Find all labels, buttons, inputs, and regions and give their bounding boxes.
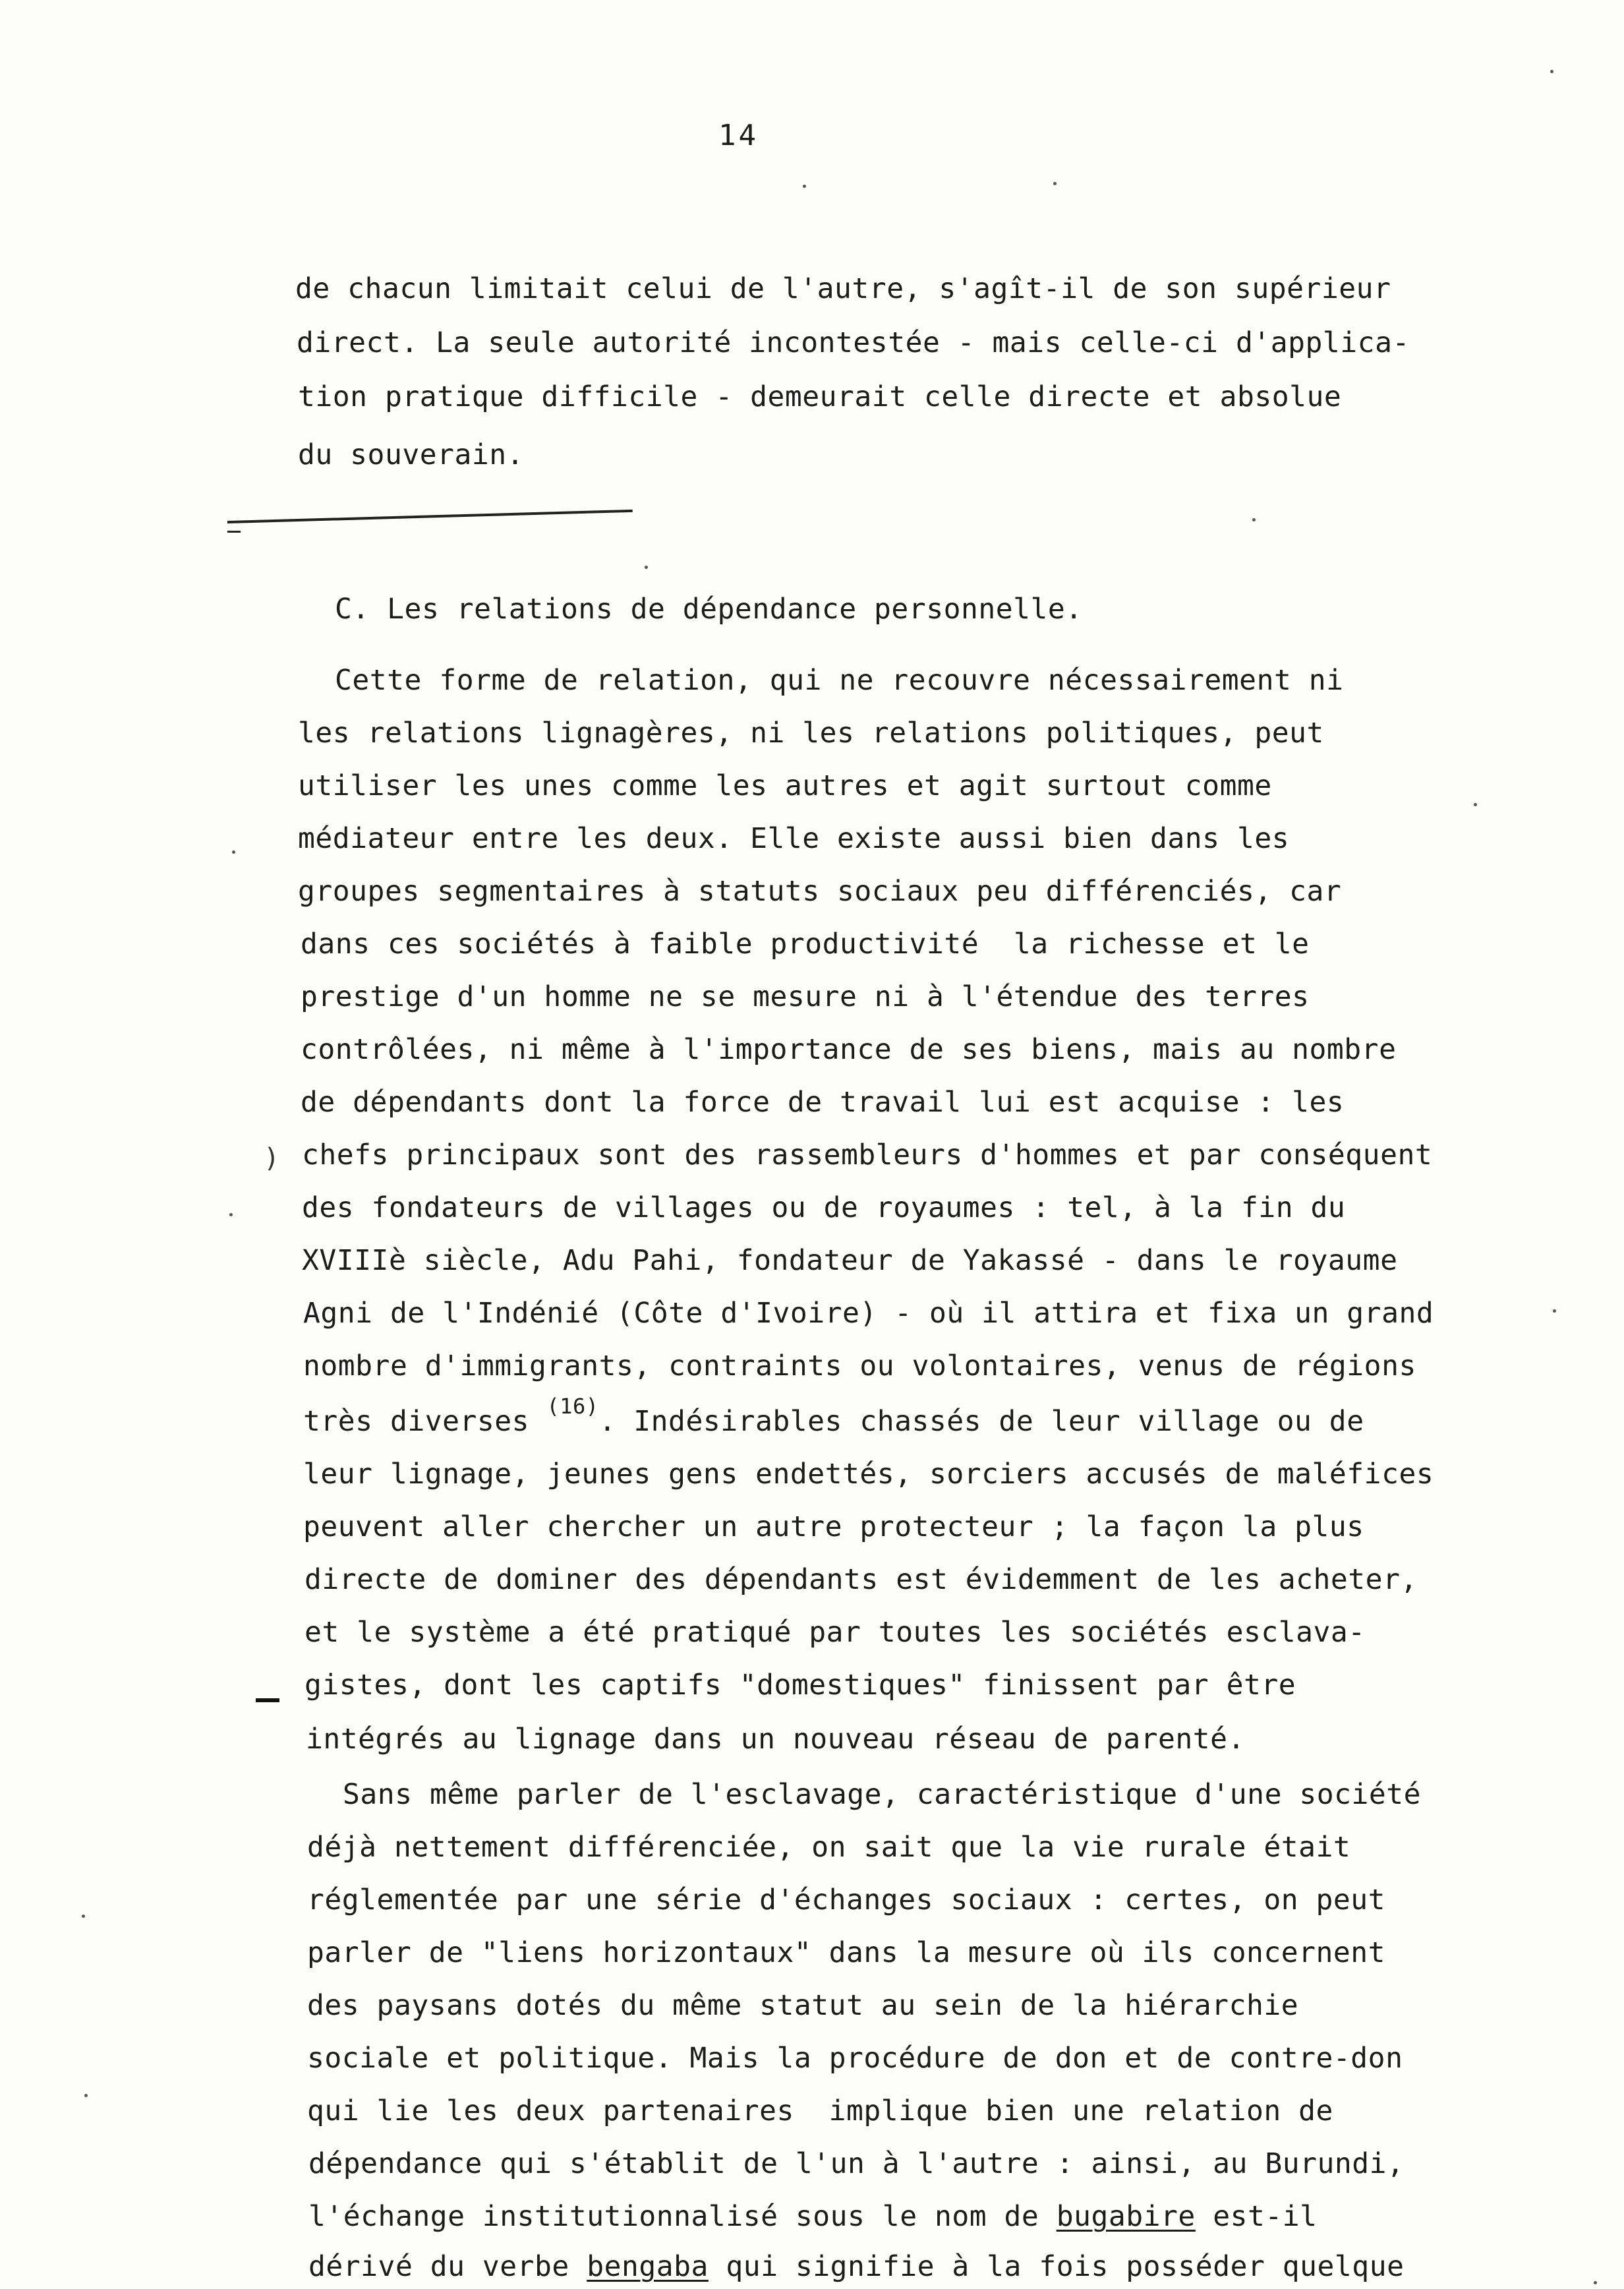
scan-speck — [229, 1213, 233, 1216]
scan-speck — [1474, 803, 1477, 806]
section-heading: C. Les relations de dépendance personnelle. — [335, 593, 1083, 626]
margin-dash-mark — [256, 1698, 279, 1702]
text-line: prestige d'un homme ne se mesure ni à l'étendue des terres — [301, 980, 1310, 1013]
text-line: directe de dominer des dépendants est évidemment de les acheter, — [304, 1563, 1418, 1596]
text-line: leur lignage, jeunes gens endettés, sorciers accusés de maléfices — [303, 1458, 1434, 1491]
text-line: parler de "liens horizontaux" dans la mesure où ils concernent — [307, 1936, 1386, 1969]
scan-speck — [82, 1915, 85, 1918]
text-line: direct. La seule autorité incontestée - mais celle-ci d'applica- — [297, 326, 1410, 359]
margin-bracket-mark: ) — [264, 1143, 280, 1174]
text-line: chefs principaux sont des rassembleurs d'hommes et par conséquent — [302, 1139, 1433, 1172]
text-line: Cette forme de relation, qui ne recouvre nécessairement ni — [335, 664, 1344, 697]
scan-speck — [645, 566, 648, 569]
scan-speck — [803, 185, 806, 188]
footnote-reference: (16) — [546, 1394, 599, 1419]
text-line: sociale et politique. Mais la procédure de don et de contre-don — [307, 2042, 1403, 2075]
text-line: de chacun limitait celui de l'autre, s'agît-il de son supérieur — [295, 272, 1391, 305]
text-line: XVIIIè siècle, Adu Pahi, fondateur de Yakassé - dans le royaume — [302, 1244, 1398, 1277]
text-segment: . Indésirables chassés de leur village ou de — [598, 1405, 1364, 1438]
text-segment: dérivé du verbe — [308, 2250, 587, 2283]
text-line: nombre d'immigrants, contraints ou volontaires, venus de régions — [303, 1350, 1416, 1382]
text-segment: est-il — [1195, 2200, 1318, 2233]
text-line: et le système a été pratiqué par toutes les sociétés esclava- — [304, 1616, 1366, 1649]
scan-speck — [232, 850, 235, 854]
scan-speck — [1594, 2281, 1597, 2284]
separator-rule-tick — [227, 531, 241, 533]
text-line: peuvent aller chercher un autre protecteur ; la façon la plus — [303, 1510, 1364, 1543]
text-line: Agni de l'Indénié (Côte d'Ivoire) - où il attira et fixa un grand — [303, 1297, 1434, 1330]
text-line: contrôlées, ni même à l'importance de ses biens, mais au nombre — [301, 1033, 1397, 1066]
scan-speck — [1053, 182, 1057, 185]
scan-speck — [1252, 518, 1256, 521]
scan-speck — [1550, 70, 1553, 73]
text-line: déjà nettement différenciée, on sait que la vie rurale était — [307, 1831, 1351, 1864]
text-line-with-term — [308, 2249, 1404, 2284]
underlined-term: bugabire — [1056, 2200, 1196, 2233]
text-segment: qui signifie à la fois posséder quelque — [708, 2250, 1405, 2283]
separator-rule — [227, 510, 633, 523]
text-line: groupes segmentaires à statuts sociaux peu différenciés, car — [298, 875, 1342, 908]
text-line: les relations lignagères, ni les relations politiques, peut — [298, 717, 1324, 750]
text-line: dépendance qui s'établit de l'un à l'autre : ainsi, au Burundi, — [308, 2147, 1405, 2180]
text-line: Sans même parler de l'esclavage, caractéristique d'une société — [343, 1778, 1422, 1811]
text-line: des paysans dotés du même statut au sein de la hiérarchie — [307, 1989, 1299, 2022]
text-line: des fondateurs de villages ou de royaumes : tel, à la fin du — [302, 1191, 1346, 1224]
text-line: intégrés au lignage dans un nouveau réseau de parenté. — [306, 1723, 1245, 1756]
text-line: qui lie les deux partenaires implique bien une relation de — [307, 2095, 1333, 2127]
text-line: du souverain. — [298, 438, 525, 471]
page-number: 14 — [718, 119, 759, 152]
text-line-with-term — [308, 2199, 1318, 2234]
text-line: gistes, dont les captifs "domestiques" finissent par être — [304, 1669, 1296, 1702]
text-line: médiateur entre les deux. Elle existe aussi bien dans les — [298, 822, 1290, 855]
text-line: réglementée par une série d'échanges sociaux : certes, on peut — [307, 1884, 1386, 1917]
text-segment: l'échange institutionnalisé sous le nom de — [308, 2200, 1057, 2233]
text-line: tion pratique difficile - demeurait celle directe et absolue — [298, 380, 1342, 413]
text-line: dans ces sociétés à faible productivité la richesse et le — [301, 928, 1310, 961]
scan-speck — [1553, 1309, 1556, 1313]
text-segment: très diverses — [303, 1405, 547, 1438]
text-line-with-note — [303, 1394, 1364, 1441]
scan-speck — [84, 2094, 88, 2097]
text-line: de dépendants dont la force de travail lui est acquise : les — [301, 1086, 1345, 1119]
text-line: utiliser les unes comme les autres et agit surtout comme — [298, 769, 1272, 802]
underlined-term: bengaba — [587, 2250, 709, 2283]
